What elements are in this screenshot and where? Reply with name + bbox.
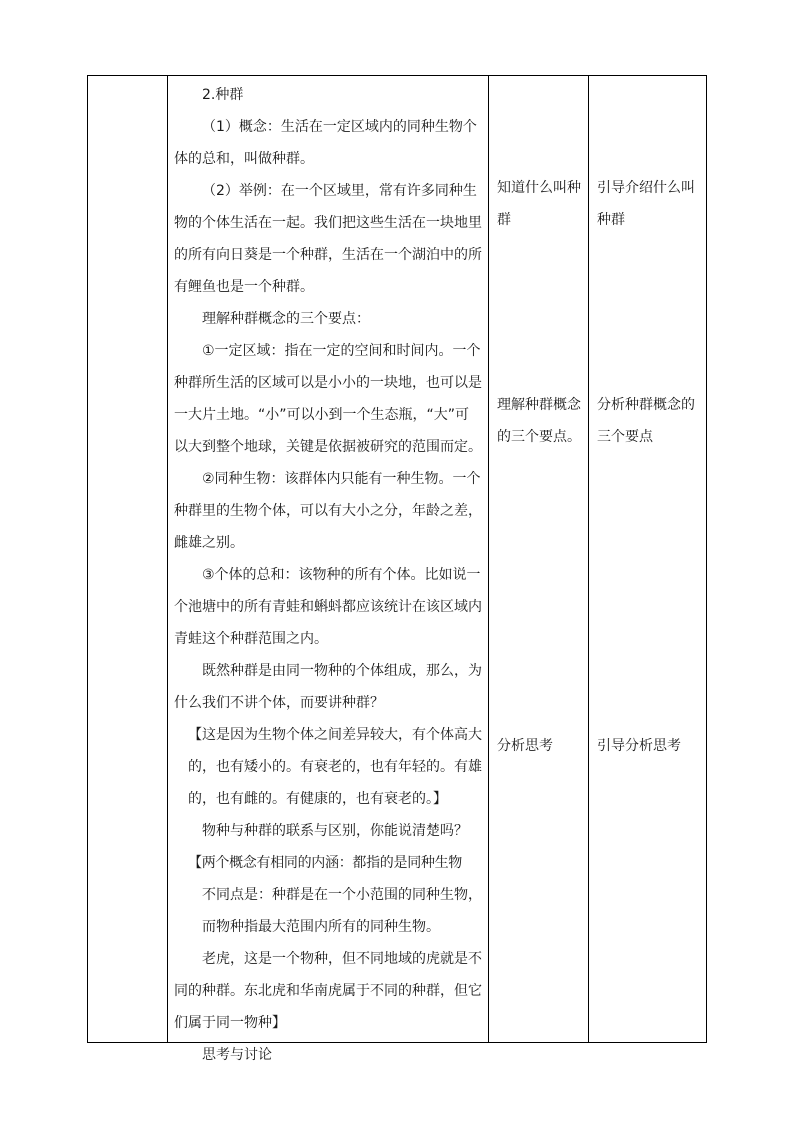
- teaching-content-column: [174, 79, 482, 1071]
- answer-paragraph: 【这是因为生物个体之间差异较大，有个体高大的，也有矮小的。有衰老的，也有年轻的。有雄的，也有雌的。有健康的，也有衰老的。】: [188, 727, 482, 807]
- answer-line-2: 不同点是：种群是在一个小范围的同种生物，: [202, 887, 482, 903]
- teacher-activity-1: 引导介绍什么叫种群: [597, 180, 695, 228]
- key-point-total: ③个体的总和：该物种的所有个体。比如说一个池塘中的所有青蛙和蝌蚪都应该统计在该区域内青蛙这个种群范围之内。: [174, 567, 482, 647]
- student-activity-3: 分析思考: [497, 738, 553, 754]
- answer-line-1: 【两个概念有相同的内涵：都指的是同种生物: [188, 855, 462, 871]
- section-heading: 2.种群: [202, 87, 244, 103]
- student-activity-1: 知道什么叫种群: [497, 180, 581, 228]
- column-divider-2: [488, 76, 489, 1042]
- question-paragraph: 既然种群是由同一物种的个体组成，那么，为什么我们不讲个体，而要讲种群？: [174, 663, 482, 711]
- tiger-example: 老虎，这是一个物种，但不同地域的虎就是不同的种群。东北虎和华南虎属于不同的种群，但它们属于同一物种】: [174, 951, 482, 1031]
- discussion-heading: 思考与讨论: [202, 1047, 272, 1063]
- teacher-activity-2: 分析种群概念的三个要点: [597, 397, 695, 445]
- column-divider-1: [167, 76, 168, 1042]
- concept-paragraph: （1）概念：生活在一定区域内的同种生物个体的总和，叫做种群。: [174, 119, 477, 167]
- student-activity-2: 理解种群概念的三个要点。: [497, 397, 581, 445]
- key-points-heading: 理解种群概念的三个要点：: [202, 311, 370, 327]
- answer-line-3: 而物种指最大范围内所有的同种生物。: [202, 919, 440, 935]
- lesson-table: [87, 75, 707, 1063]
- column-divider-3: [588, 76, 589, 1042]
- question-species-population: 物种与种群的联系与区别，你能说清楚吗？: [202, 823, 468, 839]
- teacher-activity-3: 引导分析思考: [597, 738, 681, 754]
- key-point-region: ①一定区域：指在一定的空间和时间内。一个种群所生活的区域可以是小小的一块地，也可以是一大片土地。“小”可以小到一个生态瓶，“大”可以大到整个地球，关键是依据被研究的范围而定。: [174, 343, 482, 455]
- key-point-species: ②同种生物：该群体内只能有一种生物。一个种群里的生物个体，可以有大小之分，年龄之差，雌雄之别。: [174, 471, 482, 551]
- example-paragraph: （2）举例：在一个区域里，常有许多同种生物的个体生活在一起。我们把这些生活在一块地里的所有向日葵是一个种群，生活在一个湖泊中的所有鲤鱼也是一个种群。: [174, 183, 482, 295]
